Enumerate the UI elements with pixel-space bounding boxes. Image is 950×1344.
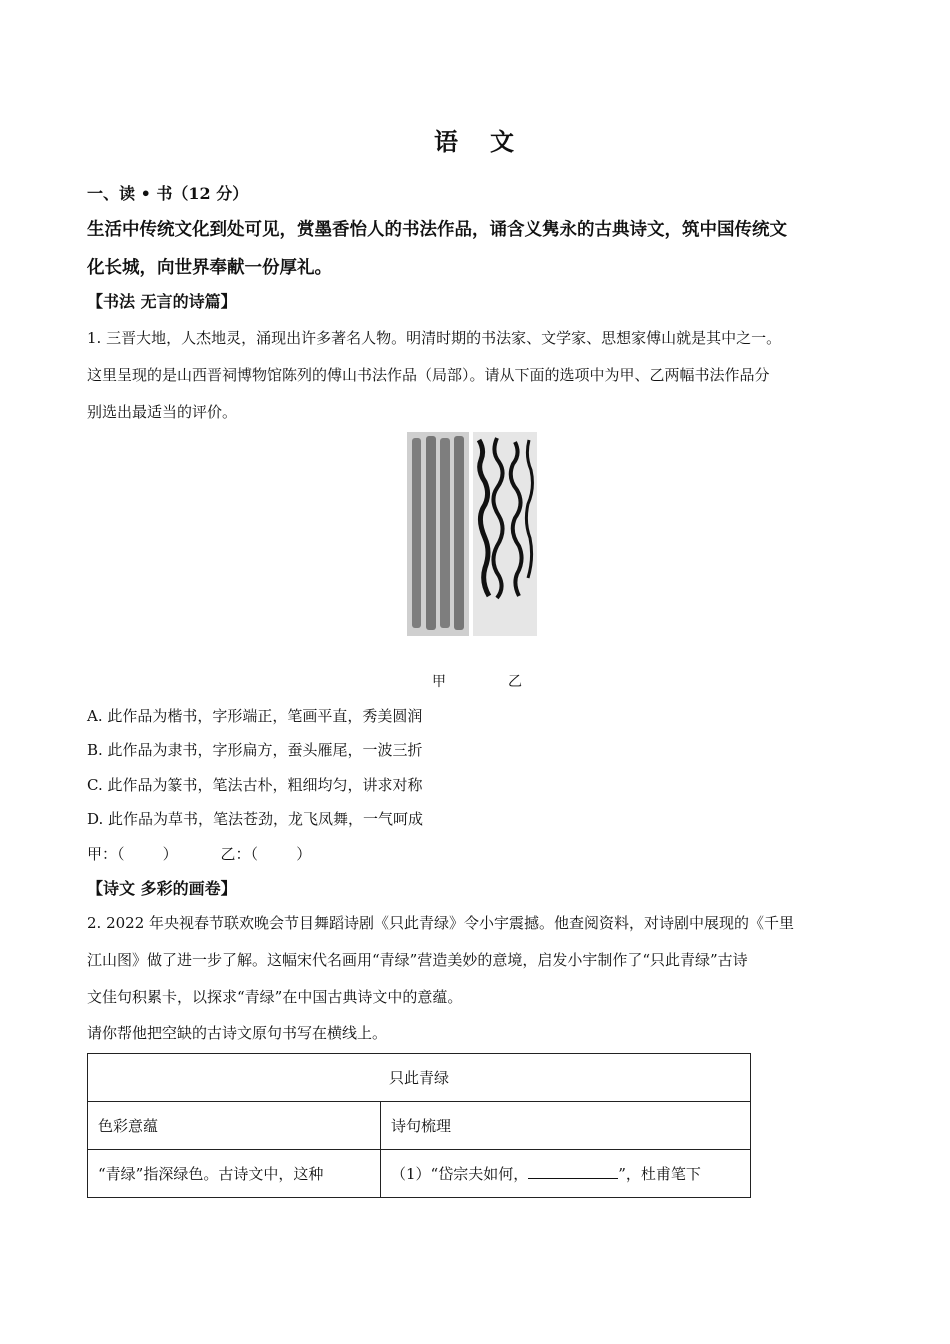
calligraphy-image (407, 432, 537, 636)
option-b: B. 此作品为隶书，字形扁方，蚕头雁尾，一波三折 (87, 741, 423, 759)
q2-line-2: 江山图》做了进一步了解。这幅宋代名画用“青绿”营造美妙的意境，启发小宇制作了“只此青绿”古诗 (87, 951, 748, 969)
row1-poem-after: ”，杜甫笔下 (618, 1165, 701, 1183)
q1-line-1: 1. 三晋大地，人杰地灵，涌现出许多著名人物。明清时期的书法家、文学家、思想家傅山就是其中之一。 (87, 329, 782, 347)
section-heading: 一、读 • 书（12 分） (87, 184, 249, 203)
poetry-card-table (87, 1053, 751, 1198)
blank-input-1[interactable] (528, 1164, 618, 1179)
subsection-poetry: 【诗文 多彩的画卷】 (87, 879, 237, 898)
q2-line-3: 文佳句积累卡，以探求“青绿”在中国古典诗文中的意蕴。 (87, 988, 463, 1006)
title-char-2: 文 (490, 127, 516, 156)
caption-yi: 乙 (508, 674, 522, 690)
q2-line-1: 2. 2022 年央视春节联欢晚会节目舞蹈诗剧《只此青绿》令小宇震撼。他查阅资料，对诗剧中展现的《千里 (87, 914, 795, 932)
title-char-1: 语 (434, 127, 460, 156)
page-title (0, 122, 950, 157)
row1-poem-cell (381, 1150, 751, 1198)
col-header-poem-lines: 诗句梳理 (381, 1102, 751, 1150)
intro-line-1: 生活中传统文化到处可见，赏墨香怡人的书法作品，诵含义隽永的古典诗文，筑中国传统文 (87, 220, 787, 240)
row1-poem-before: （1）“岱宗夫如何， (391, 1165, 529, 1183)
caption-jia: 甲 (432, 674, 446, 690)
col-header-color-meaning: 色彩意蕴 (88, 1102, 381, 1150)
q2-line-4: 请你帮他把空缺的古诗文原句书写在横线上。 (87, 1024, 388, 1042)
answer-line: 甲：（ ） 乙：（ ） (87, 845, 312, 863)
intro-line-2: 化长城，向世界奉献一份厚礼。 (87, 258, 332, 278)
q1-line-2: 这里呈现的是山西晋祠博物馆陈列的傅山书法作品（局部）。请从下面的选项中为甲、乙两幅书法作品分 (87, 366, 770, 384)
subsection-calligraphy: 【书法 无言的诗篇】 (87, 292, 237, 311)
row1-color-meaning: “青绿”指深绿色。古诗文中，这种 (88, 1150, 381, 1198)
option-d: D. 此作品为草书，笔法苍劲，龙飞凤舞，一气呵成 (87, 810, 424, 828)
option-c: C. 此作品为篆书，笔法古朴，粗细均匀，讲求对称 (87, 776, 423, 794)
q1-line-3: 别选出最适当的评价。 (87, 403, 238, 421)
card-header: 只此青绿 (88, 1054, 751, 1102)
option-a: A. 此作品为楷书，字形端正，笔画平直，秀美圆润 (87, 707, 423, 725)
